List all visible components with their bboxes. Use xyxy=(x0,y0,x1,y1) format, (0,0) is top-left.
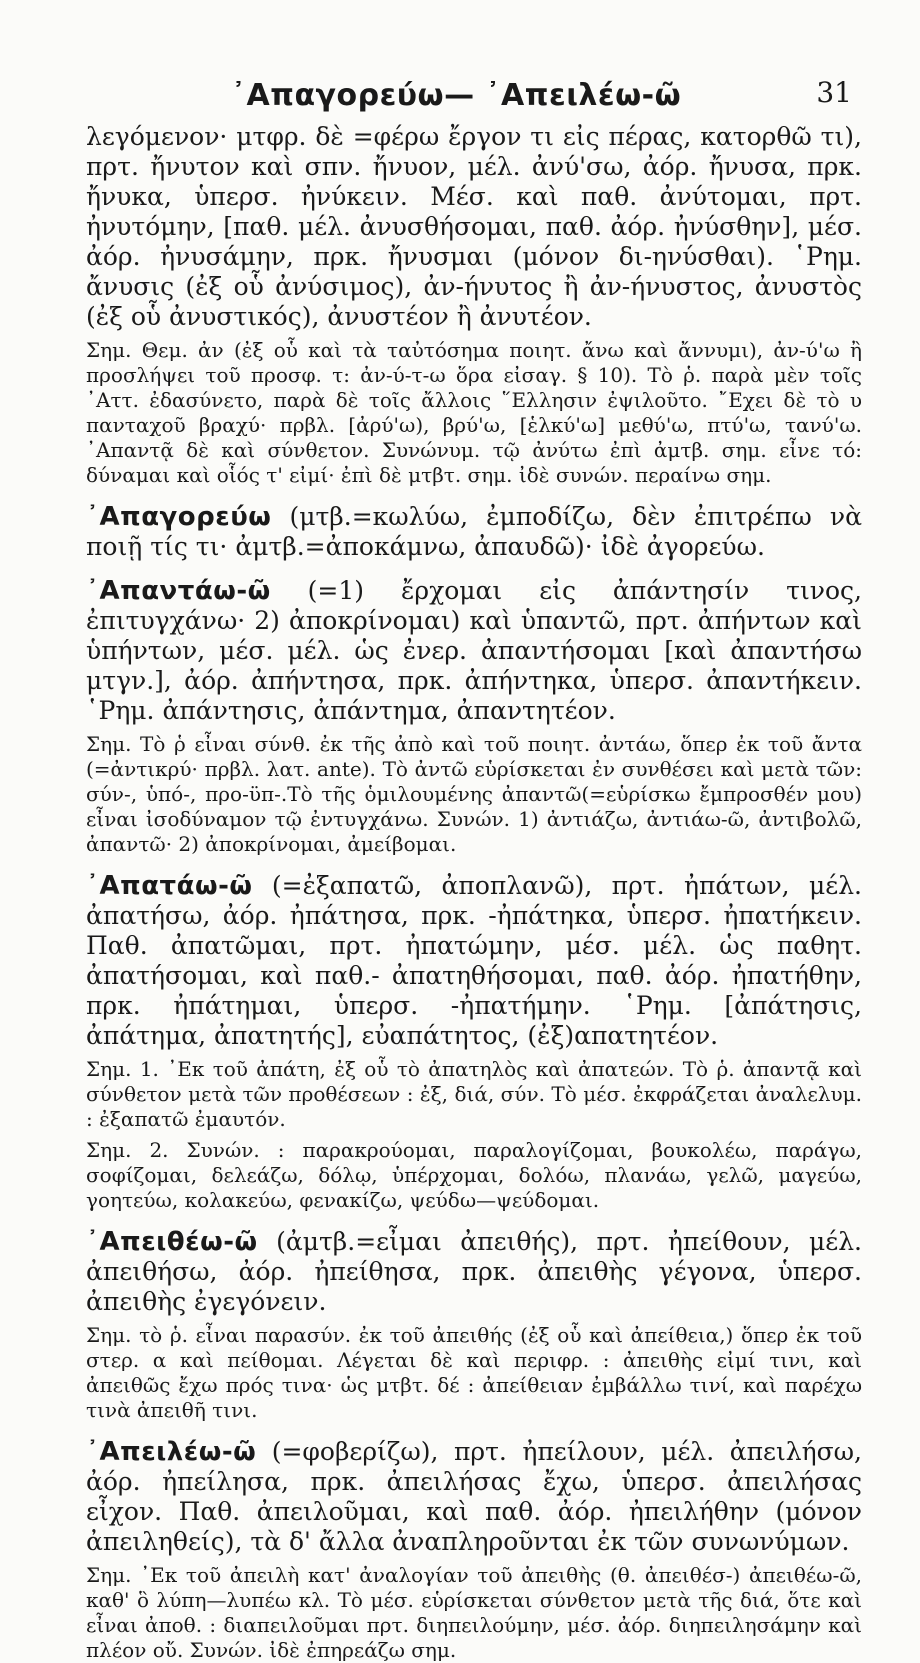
entry-note: Σημ. ᾿Εκ τοῦ ἀπειλὴ κατ' ἀναλογίαν τοῦ ἀπειθὴς (θ. ἀπειθέσ-) ἀπειθέω-ῶ, καθ' ὃ λύπη—λυπέω κλ. Τὸ μέσ. εὑρίσκεται σύνθετον μετὰ τῆς διά, ὅτε καὶ εἶναι ἀποθ. : διαπειλοῦμαι πρτ. διηπειλούμην, μέσ. ἀόρ. διηπειλησάμην καὶ πλέον οὔ. Συνών. ἰδὲ ἐπηρεάζω σημ. xyxy=(86,1563,862,1662)
entry-body: (=1) ἔρχομαι εἰς ἀπάντησίν τινος, ἐπιτυγχάνω· 2) ἀποκρίνομαι) καὶ ὑπαντῶ, πρτ. ἀπήντων καὶ ὑπήντων, μέσ. μέλ. ὡς ἐνερ. ἀπαντήσομαι [καὶ ἀπαντήσω μτγν.], ἀόρ. ἀπήντησα, πρκ. ἀπήντηκα, ὑπερσ. ἀπαντήκειν. ῾Ρημ. ἀπάντησις, ἀπάντημα, ἀπαντητέον. xyxy=(86,576,862,725)
entry-apantao xyxy=(86,576,862,857)
entry-apatao xyxy=(86,871,862,1213)
page-number: 31 xyxy=(816,76,852,109)
entry-note: Σημ. Θεμ. ἀν (ἐξ οὗ καὶ τὰ ταὐτόσημα ποιητ. ἄνω καὶ ἄννυμι), ἀν-ύ'ω ἢ προσλήψει τοῦ προσφ. τ: ἀν-ύ-τ-ω ὅρα εἰσαγ. § 10). Τὸ ῥ. παρὰ μὲν τοῖς ᾿Αττ. ἐδασύνετο, παρὰ δὲ τοῖς ἄλλοις ῞Ελλησιν ἐψιλοῦτο. ῎Εχει δὲ τὸ υ πανταχοῦ βραχύ· πρβλ. [ἀρύ'ω), βρύ'ω, [ἑλκύ'ω] μεθύ'ω, πτύ'ω, τανύ'ω. ᾿Απαντᾷ δὲ καὶ σύνθετον. Συνώνυμ. τῷ ἀνύτω ἐπὶ ἀμτβ. σημ. εἶνε τό: δύναμαι καὶ οἷός τ' εἰμί· ἐπὶ δὲ μτβτ. σημ. ἰδὲ συνών. περαίνω σημ. xyxy=(86,338,862,487)
headword: ᾿Απαντάω-ῶ xyxy=(86,576,271,606)
entry-note: Σημ. τὸ ῥ. εἶναι παρασύν. ἐκ τοῦ ἀπειθής (ἐξ οὗ καὶ ἀπείθεια,) ὅπερ ἐκ τοῦ στερ. α καὶ πείθομαι. Λέγεται δὲ καὶ περιφρ. : ἀπειθὴς εἰμί τινι, καὶ ἀπειθῶς ἔχω πρός τινα· ὡς μτβτ. δέ : ἀπείθειαν ἐμβάλλω τινί, καὶ παρέχω τινὰ ἀπειθῆ τινι. xyxy=(86,1323,862,1422)
entry-note: Σημ. 1. ᾿Εκ τοῦ ἀπάτη, ἐξ οὗ τὸ ἀπατηλὸς καὶ ἀπατεών. Τὸ ῥ. ἀπαντᾷ καὶ σύνθετον μετὰ τῶν προθέσεων : ἐξ, διά, σύν. Τὸ μέσ. ἐκφράζεται ἀναλελυμ. : ἐξαπατῶ ἐμαυτόν. xyxy=(86,1057,862,1131)
entry-continuation xyxy=(86,122,862,488)
entry-body: (μτβ.=κωλύω, ἐμποδίζω, δὲν ἐπιτρέπω νὰ ποιῇ τίς τι· ἀμτβ.=ἀποκάμνω, ἀπαυδῶ)· ἰδὲ ἀγορεύω. xyxy=(86,502,862,561)
headword: ᾿Απειλέω-ῶ xyxy=(86,1437,257,1467)
entry-apagoreuo xyxy=(86,502,862,562)
entry-apeileo xyxy=(86,1437,862,1663)
entry-note: Σημ. Τὸ ῥ εἶναι σύνθ. ἐκ τῆς ἀπὸ καὶ τοῦ ποιητ. ἀντάω, ὅπερ ἐκ τοῦ ἄντα (=ἀντικρύ· πρβλ. λατ. ante). Τὸ ἀντῶ εὑρίσκεται ἐν συνθέσει καὶ μετὰ τῶν: σύν-, ὑπό-, προ-ϋπ-.Τὸ τῆς ὁμιλουμένης ἀπαντῶ(=εὑρίσκω ἔμπροσθέν μου) εἶναι ἰσοδύναμον τῷ ἐντυγχάνω. Συνών. 1) ἀντιάζω, ἀντιάω-ῶ, ἀντιβολῶ, ἀπαντῶ· 2) ἀποκρίνομαι, ἀμείβομαι. xyxy=(86,732,862,856)
entry-body: (=φοβερίζω), πρτ. ἠπείλουν, μέλ. ἀπειλήσω, ἀόρ. ἠπείλησα, πρκ. ἀπειλήσας ἔχω, ὑπερσ. ἀπειλήσας εἶχον. Παθ. ἀπειλοῦμαι, καὶ παθ. ἀόρ. ἠπειλήθην (μόνον ἀπειληθείς), τὰ δ' ἄλλα ἀναπληροῦνται ἐκ τῶν συνωνύμων. xyxy=(86,1437,862,1556)
headword: ᾿Απειθέω-ῶ xyxy=(86,1227,258,1257)
entry-body: (ἀμτβ.=εἶμαι ἀπειθής), πρτ. ἠπείθουν, μέλ. ἀπειθήσω, ἀόρ. ἠπείθησα, πρκ. ἀπειθὴς γέγονα, ὑπερσ. ἀπειθὴς ἐγεγόνειν. xyxy=(86,1227,862,1316)
entry-apeitheo xyxy=(86,1227,862,1423)
headword: ᾿Απαγορεύω xyxy=(86,502,272,532)
running-head-title: ᾿Απαγορεύω— ᾿Απειλέω-ῶ xyxy=(231,78,682,113)
running-head xyxy=(86,70,862,122)
entry-body: (=ἐξαπατῶ, ἀποπλανῶ), πρτ. ἠπάτων, μέλ. ἀπατήσω, ἀόρ. ἠπάτησα, πρκ. -ἠπάτηκα, ὑπερσ. ἠπατήκειν. Παθ. ἀπατῶμαι, πρτ. ἠπατώμην, μέσ. μέλ. ὡς παθητ. ἀπατήσομαι, καὶ παθ.- ἀπατηθήσομαι, παθ. ἀόρ. ἠπατήθην, πρκ. ἠπάτημαι, ὑπερσ. -ἠπατήμην. ῾Ρημ. [ἀπάτησις, ἀπάτημα, ἀπατητής], εὐαπάτητος, (ἐξ)απατητέον. xyxy=(86,871,862,1050)
headword: ᾿Απατάω-ῶ xyxy=(86,871,253,901)
entry-note: Σημ. 2. Συνών. : παρακρούομαι, παραλογίζομαι, βουκολέω, παράγω, σοφίζομαι, δελεάζω, δόλῳ, ὑπέρχομαι, δολόω, πλανάω, γελῶ, μαγεύω, γοητεύω, κολακεύω, φενακίζω, ψεύδω—ψεύδομαι. xyxy=(86,1138,862,1212)
entry-body: λεγόμενον· μτφρ. δὲ =φέρω ἔργον τι εἰς πέρας, κατορθῶ τι), πρτ. ἤνυτον καὶ σπν. ἤνυον, μέλ. ἀνύ'σω, ἀόρ. ἤνυσα, πρκ. ἤνυκα, ὑπερσ. ἠνύκειν. Μέσ. καὶ παθ. ἀνύτομαι, πρτ. ἠνυτόμην, [παθ. μέλ. ἀνυσθήσομαι, παθ. ἀόρ. ἠνύσθην], μέσ. ἀόρ. ἠνυσάμην, πρκ. ἤνυσμαι (μόνον δι-ηνύσθαι). ῾Ρημ. ἄνυσις (ἐξ οὗ ἀνύσιμος), ἀν-ήνυτος ἢ ἀν-ήνυστος, ἀνυστὸς (ἐξ οὗ ἀνυστικός), ἀνυστέον ἢ ἀνυτέον. xyxy=(86,122,862,331)
